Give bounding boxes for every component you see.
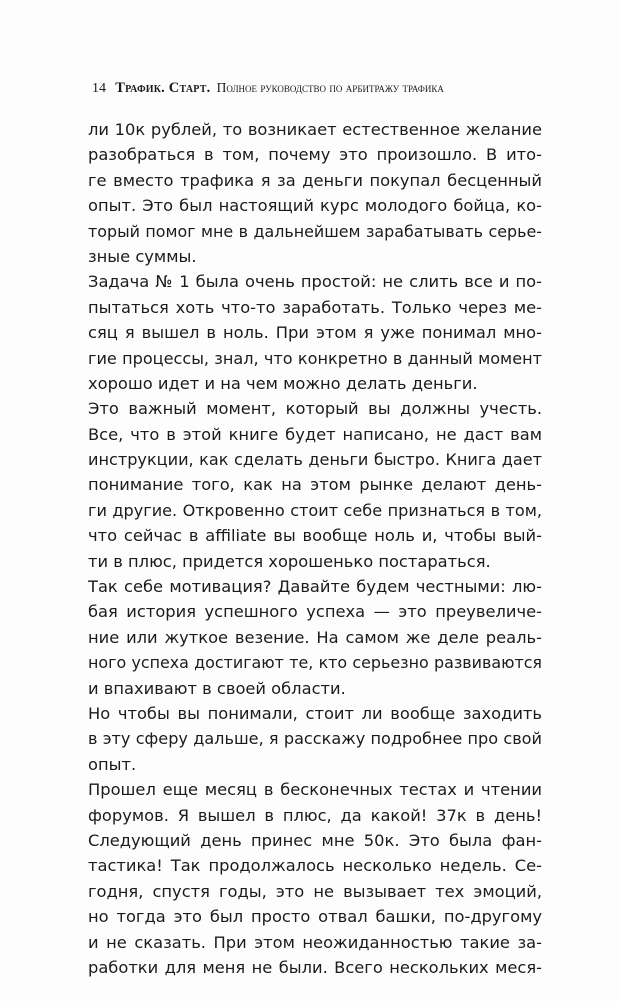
text-line: опыт. Это был настоящий курс молодого бойца, ко- [88,196,542,216]
text-line: Следующий день принес мне 50к. Это была фан- [88,830,542,850]
text-line: ного успеха достигают те, кто серьезно развиваются [88,653,542,673]
text-line: и впахивают в своей области. [88,678,346,698]
text-line: Все, что в этой книге будет написано, не даст вам [88,424,542,444]
text-line: годня, спустя годы, это не вызывает тех эмоций, [88,881,542,901]
text-line: Но чтобы вы понимали, стоит ли вообще заходить [88,703,542,723]
text-line: инструкции, как сделать деньги быстро. Книга дает [88,450,542,470]
text-line: что сейчас в affiliate вы вообще ноль и, чтобы вый- [88,526,542,546]
text-line: бая история успешного успеха — это преувеличе- [88,602,542,622]
text-line: понимание того, как на этом рынке делают день- [88,475,542,495]
text-line: Так себе мотивация? Давайте будем честными: лю- [88,577,542,597]
book-subtitle: Полное руководство по арбитражу трафика [216,80,444,95]
text-line: пытаться хоть что-то заработать. Только через ме- [88,297,542,317]
text-line: ги другие. Откровенно стоит себе признаться в том, [88,500,542,520]
text-line: торый помог мне в дальнейшем зарабатывать серье- [88,221,542,241]
text-line: Прошел еще месяц в бесконечных тестах и чтении [88,780,542,800]
text-line: опыт. [88,754,137,774]
text-line: и не сказать. При этом неожиданностью такие за- [88,932,542,952]
text-line: ти в плюс, придется хорошенько постараться. [88,551,491,571]
text-line: зные суммы. [88,246,197,266]
page-number: 14 [92,81,106,96]
running-header [92,80,532,97]
text-line: но тогда это был просто отвал башки, по-другому [88,907,542,927]
text-line: форумов. Я вышел в плюс, да какой! 37к в день! [88,805,542,825]
text-line: в эту сферу дальше, я расскажу подробнее про свой [88,729,542,749]
text-line: разобраться в том, почему это произошло. В ито- [88,145,542,165]
text-line: Это важный момент, который вы должны учесть. [88,399,542,419]
text-line: тастика! Так продолжалось несколько недель. Се- [88,856,542,876]
text-line: работки для меня не были. Всего нескольких меся- [88,957,542,977]
text-line: ли 10к рублей, то возникает естественное желание [88,120,542,139]
book-title: Трафик. Старт. [115,80,211,96]
text-line: ние или жуткое везение. На самом же деле реаль- [88,627,542,647]
text-line: сяц я вышел в ноль. При этом я уже понимал мно- [88,323,542,343]
text-line: хорошо идет и на чем можно делать деньги. [88,373,478,393]
body-text [88,117,542,980]
text-line: гие процессы, знал, что конкретно в данный момент [88,348,542,368]
text-line: ге вместо трафика я за деньги покупал бесценный [88,170,542,190]
text-line: Задача № 1 была очень простой: не слить все и по- [88,272,542,292]
